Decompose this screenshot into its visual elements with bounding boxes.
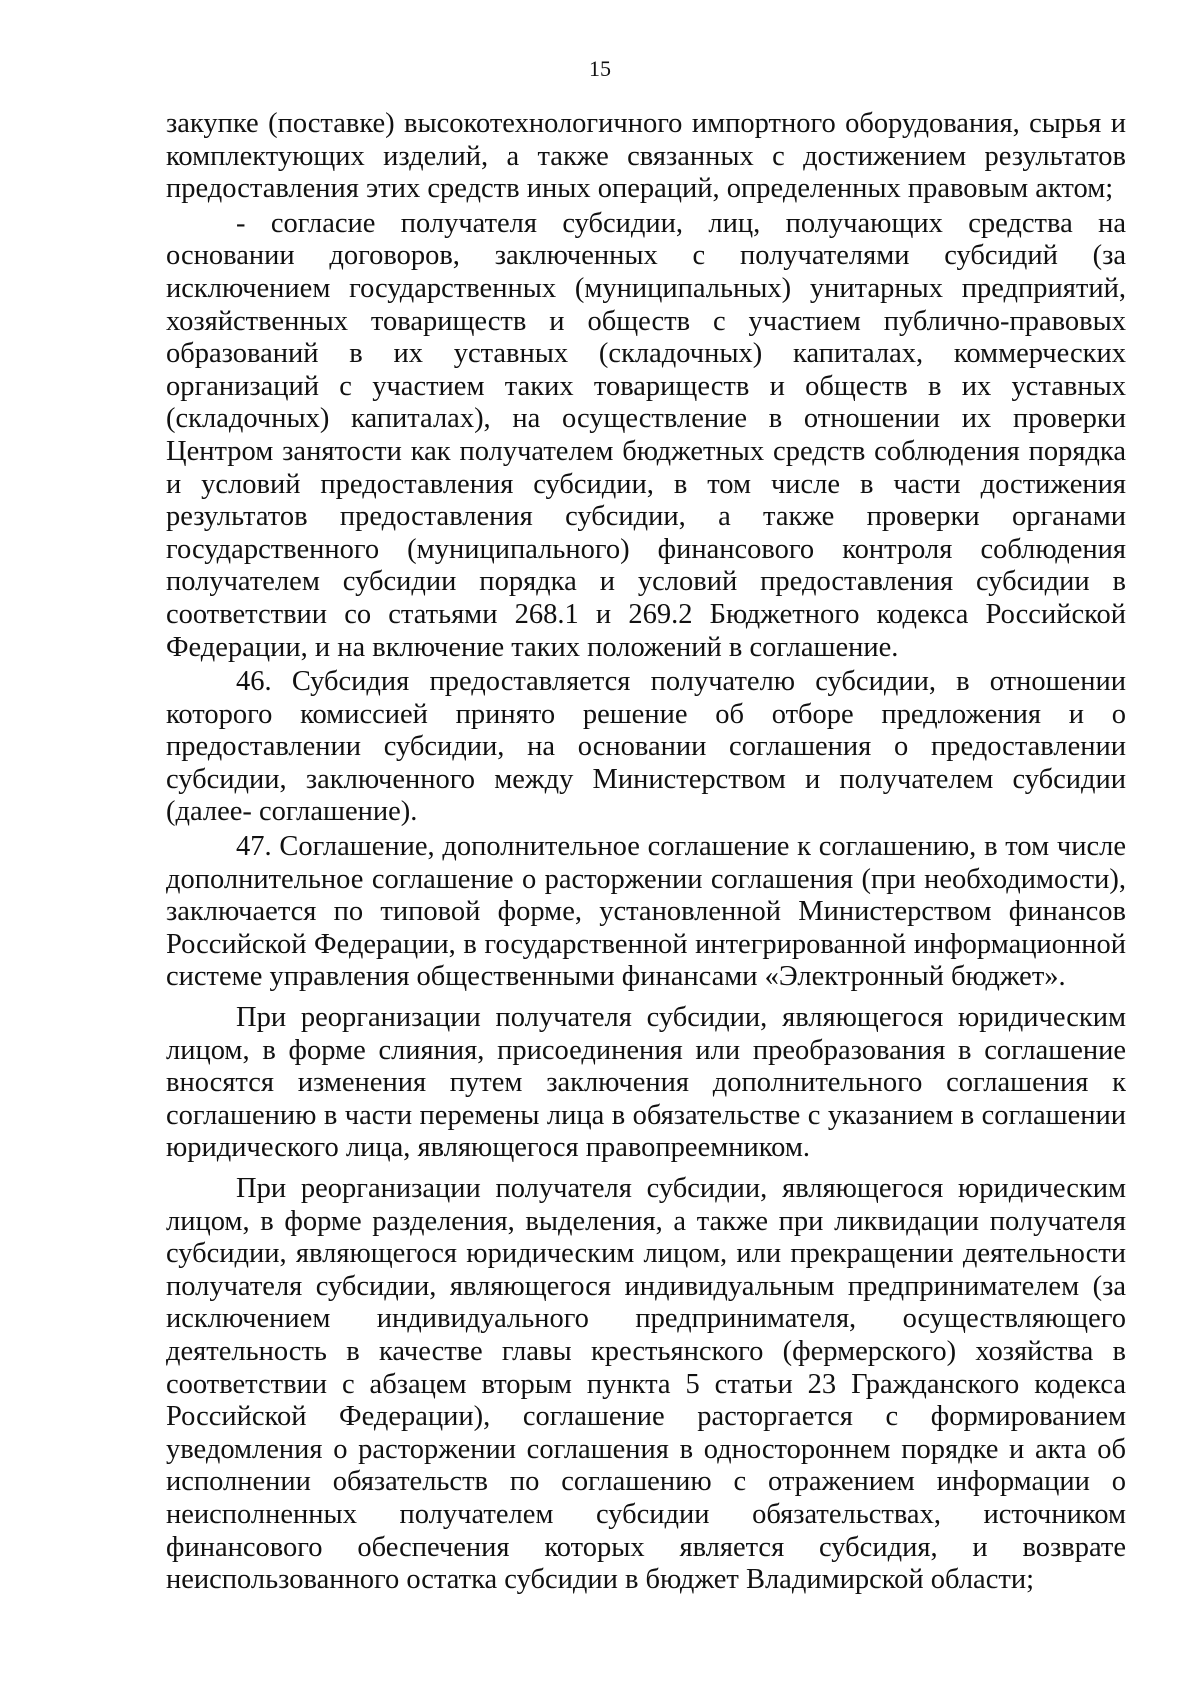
paragraph-47: 47. Соглашение, дополнительное соглашение к соглашению, в том числе дополнительное соглашение о расторжении соглашения (при необходимости), заключается по типовой форме, установленной Министерством финансов Российской Федерации, в государственной интегрированной информационной системе управления общественными финансами «Электронный бюджет». (166, 831, 1126, 993)
paragraph-reorganization-division: При реорганизации получателя субсидии, являющегося юридическим лицом, в форме разделения, выделения, а также при ликвидации получателя субсидии, являющегося юридическим лицом, или прекращении деятельности получателя субсидии, являющегося индивидуальным предпринимателем (за исключением индивидуального предпринимателя, осуществляющего деятельность в качестве главы крестьянского (фермерского) хозяйства в соответствии с абзацем вторым пункта 5 статьи 23 Гражданского кодекса Российской Федерации), соглашение расторгается с формированием уведомления о расторжении соглашения в одностороннем порядке и акта об исполнении обязательств по соглашению с отражением информации о неисполненных получателем субсидии обязательствах, источником финансового обеспечения которых является субсидия, и возврате неиспользованного остатка субсидии в бюджет Владимирской области; (166, 1173, 1126, 1596)
paragraph-46: 46. Субсидия предоставляется получателю субсидии, в отношении которого комиссией принято решение об отборе предложения и о предоставлении субсидии, на основании соглашения о предоставлении субсидии, заключенного между Министерством и получателем субсидии (далее- соглашение). (166, 666, 1126, 828)
page-number: 15 (589, 56, 611, 81)
document-body (166, 108, 1126, 1597)
paragraph-reorganization-merger: При реорганизации получателя субсидии, являющегося юридическим лицом, в форме слияния, присоединения или преобразования в соглашение вносятся изменения путем заключения дополнительного соглашения к соглашению в части перемены лица в обязательстве с указанием в соглашении юридического лица, являющегося правопреемником. (166, 1002, 1126, 1164)
paragraph-continuation: закупке (поставке) высокотехнологичного импортного оборудования, сырья и комплектующих изделий, а также связанных с достижением результатов предоставления этих средств иных операций, определенных правовым актом; (166, 108, 1126, 205)
paragraph-consent: - согласие получателя субсидии, лиц, получающих средства на основании договоров, заключенных с получателями субсидий (за исключением государственных (муниципальных) унитарных предприятий, хозяйственных товариществ и обществ с участием публично-правовых образований в их уставных (складочных) капиталах, коммерческих организаций с участием таких товариществ и обществ в их уставных (складочных) капиталах), на осуществление в отношении их проверки Центром занятости как получателем бюджетных средств соблюдения порядка и условий предоставления субсидии, в том числе в части достижения результатов предоставления субсидии, а также проверки органами государственного (муниципального) финансового контроля соблюдения получателем субсидии порядка и условий предоставления субсидии в соответствии со статьями 268.1 и 269.2 Бюджетного кодекса Российской Федерации, и на включение таких положений в соглашение. (166, 207, 1126, 663)
